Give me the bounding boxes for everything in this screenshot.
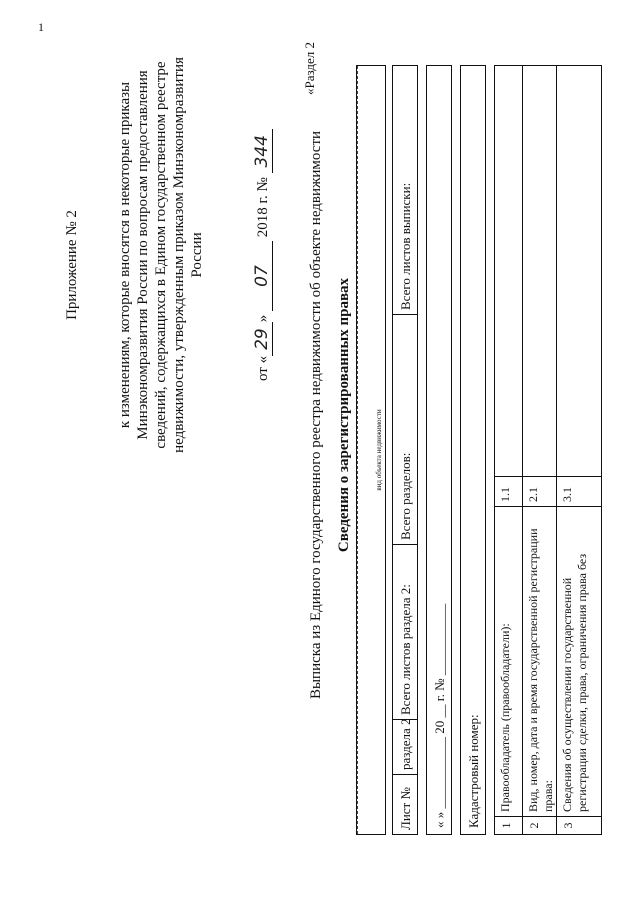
page-number: 1 xyxy=(38,20,44,34)
row-value xyxy=(495,66,522,476)
cadastral-number-row: Кадастровый номер: xyxy=(460,65,486,835)
row-number: 1 xyxy=(495,816,522,834)
row-value xyxy=(523,66,556,476)
table-row xyxy=(557,66,601,834)
section-title: Сведения о зарегистрированных правах xyxy=(336,277,352,553)
table-row xyxy=(523,66,557,834)
rights-table xyxy=(494,65,602,835)
amendment-note: к изменениям, которые вносятся в некоторые приказы Минэкономразвития России по вопросам предоставления сведений, содержащихся в Едином государственном реестре недвижимости, утвержденным приказом Минэкономразвития России xyxy=(117,57,205,453)
row-code: 3.1 xyxy=(557,476,601,506)
object-type-dashed-line xyxy=(357,66,369,834)
sheets-total-cell: Всего листов выписки: xyxy=(398,182,413,310)
table-row xyxy=(495,66,523,834)
rotated-document xyxy=(20,15,620,885)
row-label: Сведения об осуществлении государственной регистрации сделки, права, ограничения права без xyxy=(557,506,601,816)
order-year-text: 2018 г. № xyxy=(255,177,271,238)
section-cell: раздела 2 xyxy=(393,719,417,774)
row-code: 2.1 xyxy=(523,476,556,506)
document-title: Выписка из Единого государственного реестра недвижимости об объекте недвижимости xyxy=(308,130,324,700)
sections-total-cell: Всего разделов: xyxy=(393,314,417,544)
section-label: «Раздел 2 xyxy=(302,41,317,95)
order-number-handwritten: 344 xyxy=(252,129,273,173)
object-type-box xyxy=(356,65,386,835)
sheet-info-row xyxy=(392,65,418,835)
object-type-caption: вид объекта недвижимости xyxy=(375,409,383,491)
order-day-handwritten: 29 xyxy=(252,322,273,356)
order-line xyxy=(252,55,273,455)
sheets-section-cell: Всего листов раздела 2: xyxy=(393,544,417,719)
row-number: 3 xyxy=(557,816,601,834)
sheet-number-cell: Лист № xyxy=(393,774,417,834)
order-month-handwritten: 07 xyxy=(252,241,273,311)
row-label: Вид, номер, дата и время государственной регистрации права: xyxy=(523,506,556,816)
row-value xyxy=(557,66,601,476)
date-row: « » ___________ 20 __ г. № ___________ xyxy=(426,65,452,835)
order-prefix: от « xyxy=(255,355,271,381)
order-mid: » xyxy=(255,314,271,323)
row-label: Правообладатель (правообладатели): xyxy=(495,506,522,816)
row-number: 2 xyxy=(523,816,556,834)
row-code: 1.1 xyxy=(495,476,522,506)
appendix-title: Приложение № 2 xyxy=(64,210,80,320)
